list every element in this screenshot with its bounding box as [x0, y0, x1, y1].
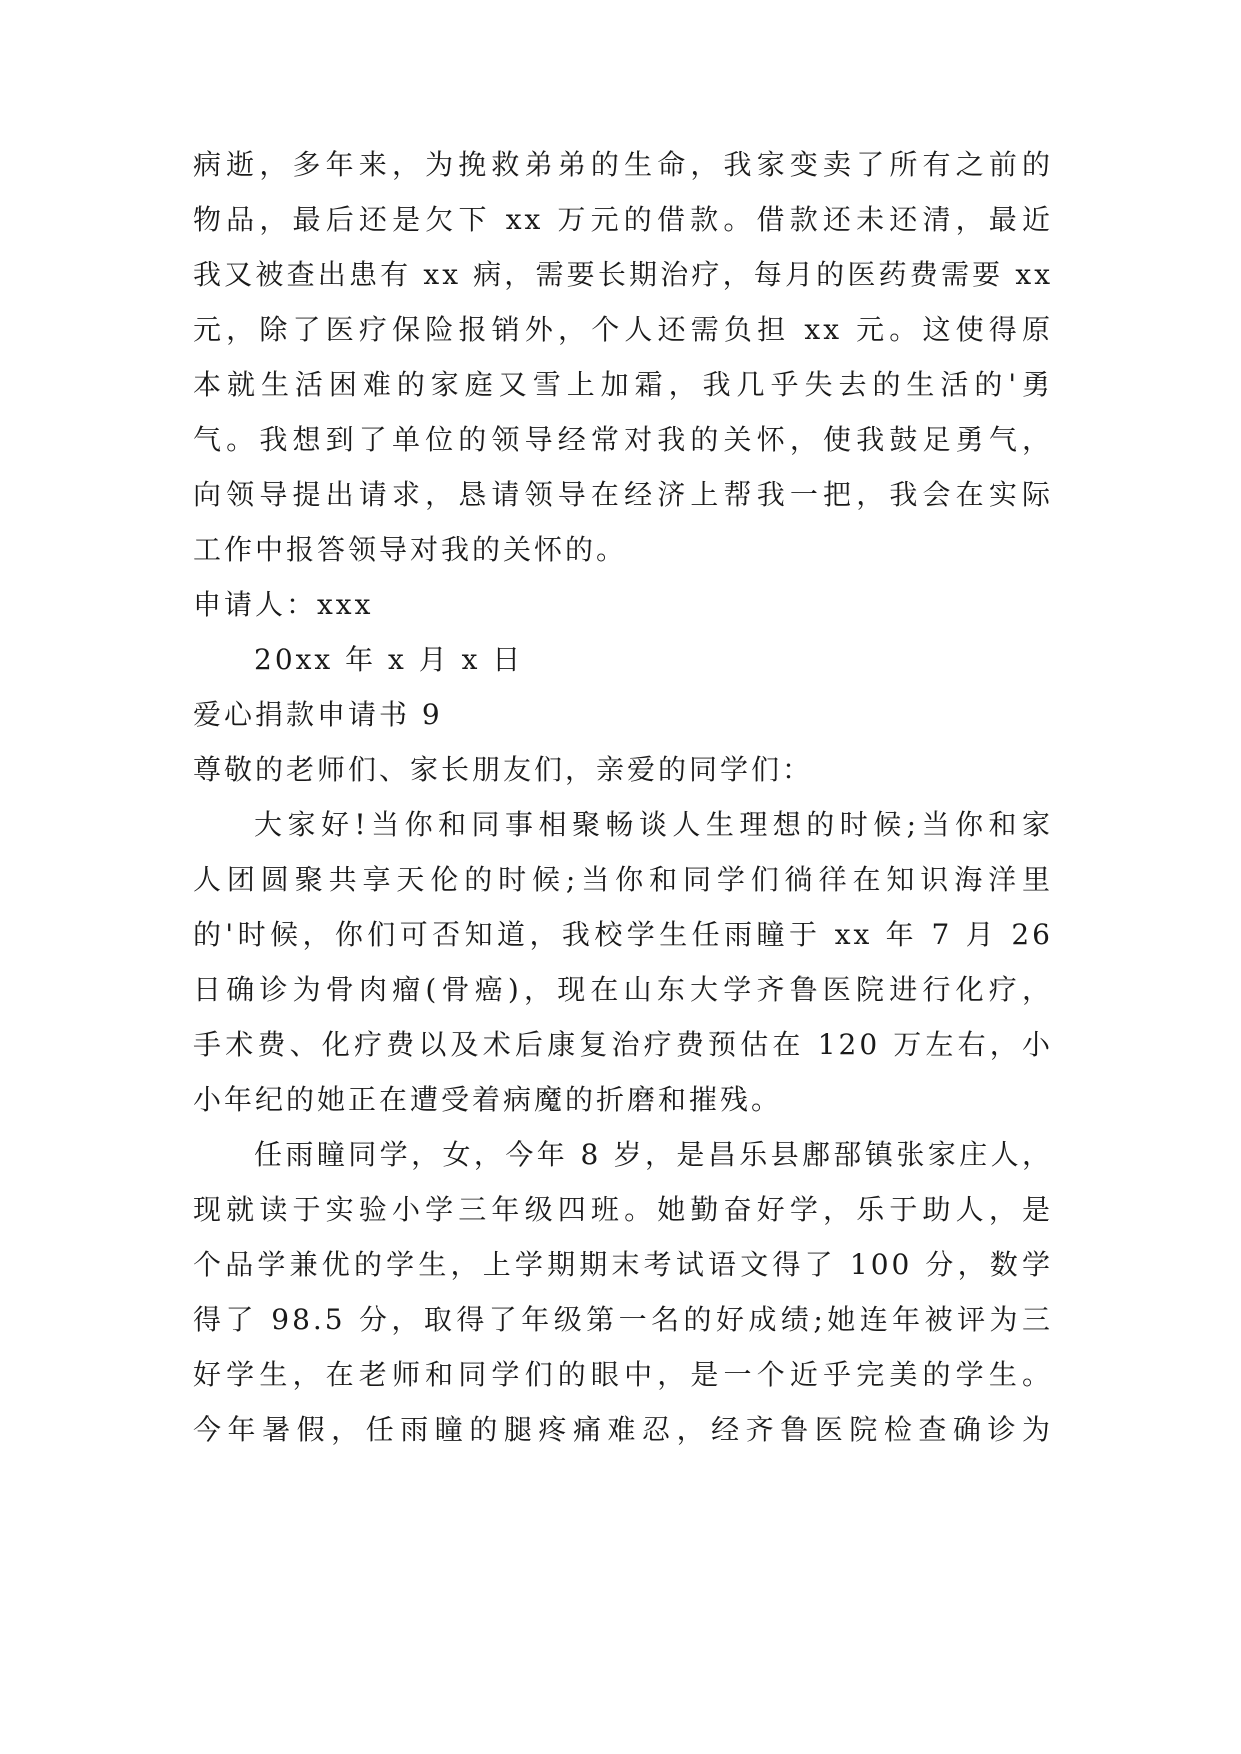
- text-line: 本就生活困难的家庭又雪上加霜，我几乎失去的生活的'勇: [193, 368, 1053, 401]
- text-line: 人团圆聚共享天伦的时候;当你和同学们徜徉在知识海洋里: [193, 863, 1053, 896]
- text-line: 个品学兼优的学生，上学期期末考试语文得了 100 分，数学: [193, 1248, 1053, 1281]
- application-date: 20xx 年 x 月 x 日: [254, 643, 524, 676]
- text-line: 工作中报答领导对我的关怀的。: [193, 533, 628, 566]
- text-line: 物品，最后还是欠下 xx 万元的借款。借款还未还清，最近: [193, 203, 1053, 236]
- text-line: 病逝，多年来，为挽救弟弟的生命，我家变卖了所有之前的: [193, 148, 1053, 181]
- text-line: 好学生，在老师和同学们的眼中，是一个近乎完美的学生。: [193, 1358, 1053, 1391]
- text-line: 元，除了医疗保险报销外，个人还需负担 xx 元。这使得原: [193, 313, 1053, 346]
- text-line: 向领导提出请求，恳请领导在经济上帮我一把，我会在实际: [193, 478, 1053, 511]
- section-title: 爱心捐款申请书 9: [193, 698, 443, 731]
- text-line: 我又被查出患有 xx 病，需要长期治疗，每月的医药费需要 xx: [193, 258, 1053, 291]
- text-line: 日确诊为骨肉瘤(骨癌)，现在山东大学齐鲁医院进行化疗，: [193, 973, 1053, 1006]
- text-line: 气。我想到了单位的领导经常对我的关怀，使我鼓足勇气，: [193, 423, 1053, 456]
- text-line: 的'时候，你们可否知道，我校学生任雨瞳于 xx 年 7 月 26: [193, 918, 1053, 951]
- salutation: 尊敬的老师们、家长朋友们，亲爱的同学们：: [193, 753, 814, 786]
- applicant-signature: 申请人：xxx: [193, 588, 374, 621]
- text-line: 手术费、化疗费以及术后康复治疗费预估在 120 万左右，小: [193, 1028, 1053, 1061]
- text-line: 现就读于实验小学三年级四班。她勤奋好学，乐于助人，是: [193, 1193, 1053, 1226]
- text-line: 今年暑假，任雨瞳的腿疼痛难忍，经齐鲁医院检查确诊为: [193, 1413, 1053, 1446]
- text-line: 小年纪的她正在遭受着病魔的折磨和摧残。: [193, 1083, 783, 1116]
- paragraph-first-line: 任雨瞳同学，女，今年 8 岁，是昌乐县鄌郚镇张家庄人，: [254, 1138, 1053, 1171]
- paragraph-first-line: 大家好!当你和同事相聚畅谈人生理想的时候;当你和家: [254, 808, 1053, 841]
- text-line: 得了 98.5 分，取得了年级第一名的好成绩;她连年被评为三: [193, 1303, 1053, 1336]
